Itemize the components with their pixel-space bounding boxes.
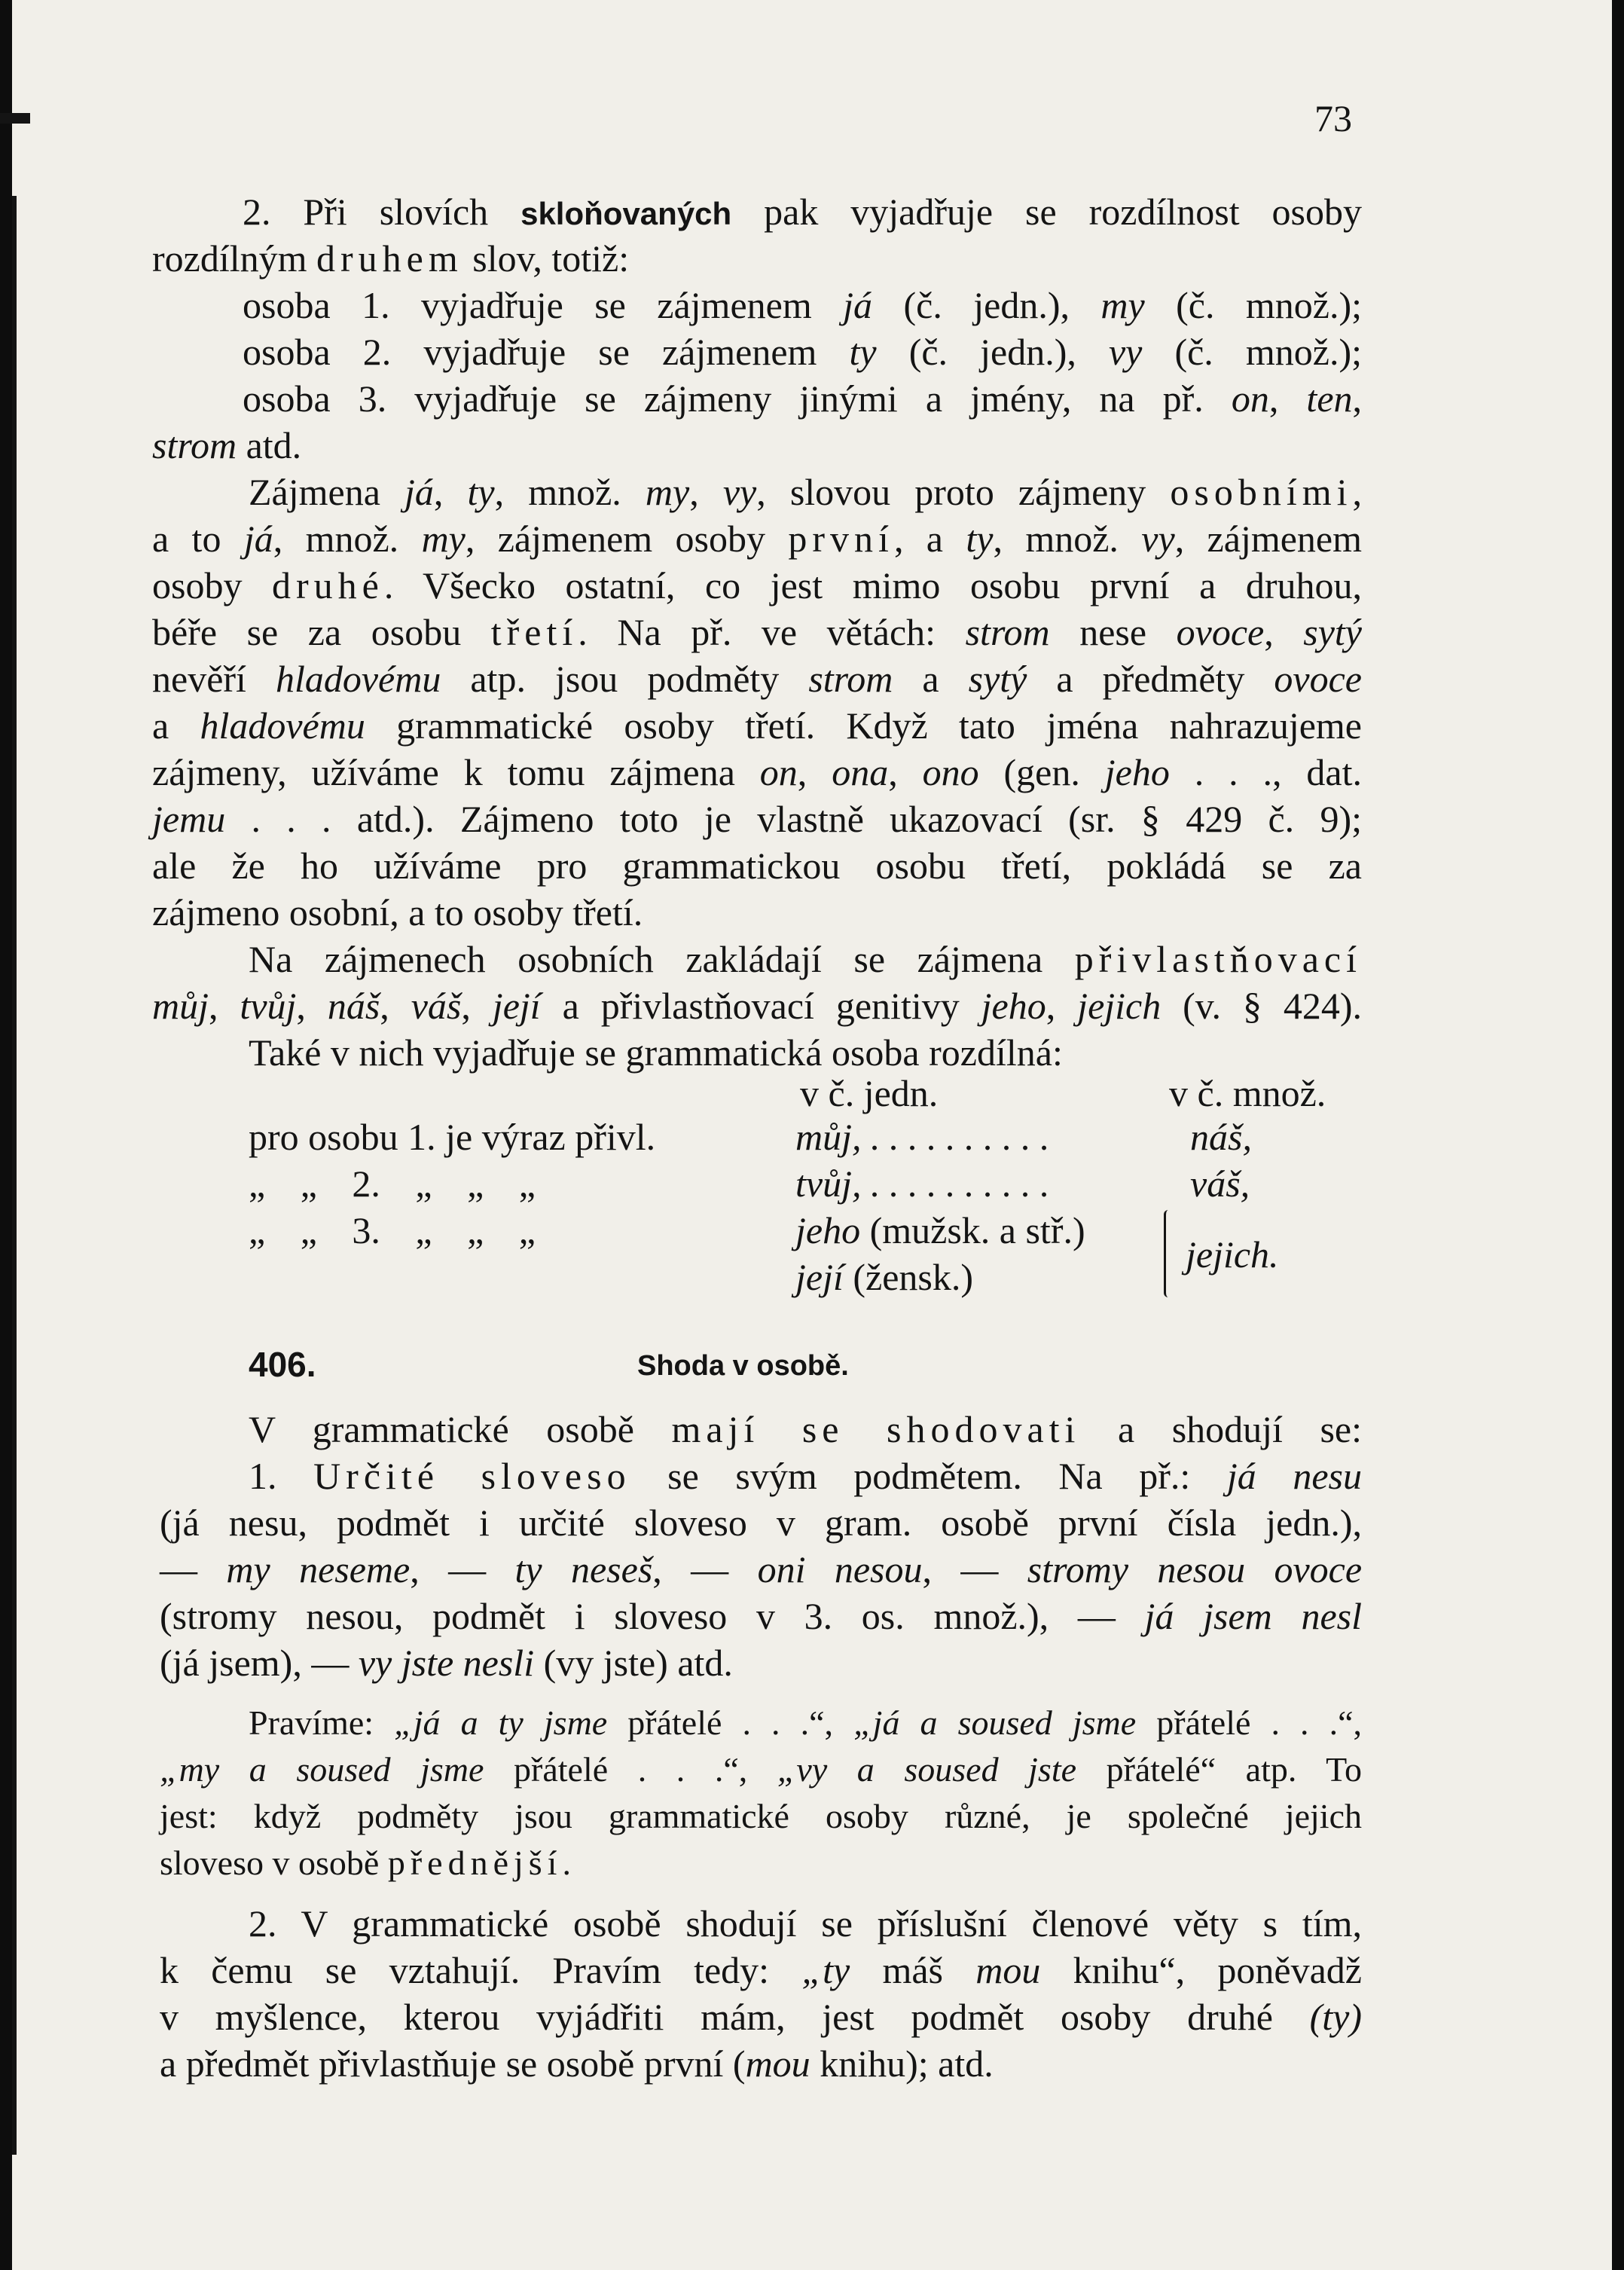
text-run: (v. § 424). — [1161, 985, 1363, 1027]
italic-run: jeho — [981, 985, 1046, 1027]
text-line — [152, 889, 1362, 936]
italic-run: strom — [152, 424, 237, 466]
table-row-label: „ „ 3. „ „ „ — [249, 1209, 536, 1251]
italic-run: jejich — [1077, 985, 1162, 1027]
text-run: Zájmena — [249, 471, 405, 513]
italic-run: mou — [745, 2042, 810, 2085]
italic-run: ovoce — [1176, 611, 1265, 653]
text-run: knihu“, poněvadž — [1040, 1949, 1362, 1991]
italic-run: jemu — [152, 798, 226, 840]
italic-run: jeho — [1104, 751, 1170, 793]
text-line — [160, 1947, 1362, 1994]
text-run: , — — [652, 1548, 758, 1590]
text-line — [160, 1639, 1362, 1686]
text-line — [243, 188, 1362, 237]
text-run: (stromy nesou, podmět i sloveso v 3. os. množ.), — — [160, 1595, 1145, 1637]
text-line — [152, 842, 1362, 889]
text-run: , slovou proto zájmeny — [756, 471, 1171, 513]
text-run: rozdílným — [152, 237, 317, 280]
italic-run: já — [404, 471, 434, 513]
text-line — [152, 702, 1362, 749]
italic-run: mou — [975, 1949, 1041, 1991]
table-note: (mužsk. a stř.) — [860, 1209, 1085, 1251]
text-line — [249, 1453, 1362, 1499]
italic-run: strom — [808, 658, 893, 700]
table-row-label: „ „ 2. „ „ „ — [249, 1162, 536, 1205]
italic-run: ten — [1306, 377, 1353, 420]
table-cell-singular: můj, . . . . . . . . . . — [795, 1116, 1050, 1158]
text-run: slov, totiž: — [462, 237, 630, 280]
section-title: Shoda v osobě. — [637, 1350, 849, 1382]
text-line — [249, 469, 1362, 515]
italic-run: ty — [966, 518, 994, 560]
text-run: přátelé . . .“, — [1136, 1703, 1363, 1742]
text-run: , — [888, 751, 923, 793]
text-run: jest: když podměty jsou grammatické osoby různé, je společné jejich — [160, 1797, 1362, 1835]
text-run: , — [461, 985, 493, 1027]
text-run: atd. — [237, 424, 302, 466]
italic-run: „ty — [801, 1949, 850, 1991]
italic-run: „my a soused jsme — [160, 1750, 484, 1789]
text-run: , — [1352, 377, 1363, 420]
text-run: (č. množ.); — [1144, 284, 1363, 326]
spaced-run: Určité sloveso — [313, 1455, 631, 1497]
italic-run: ono — [922, 751, 979, 793]
text-run: (vy jste) atd. — [534, 1642, 733, 1684]
italic-run: váš — [411, 985, 462, 1027]
italic-run: oni nesou — [757, 1548, 923, 1590]
text-run: pak vyjadřuje se rozdílnost osoby — [731, 191, 1362, 233]
table-cell-singular — [795, 1254, 973, 1300]
text-run: osoba 2. vyjadřuje se zájmenem — [243, 331, 850, 373]
italic-run: ty — [467, 471, 495, 513]
text-line — [160, 2040, 1362, 2087]
spaced-run: osobními — [1170, 471, 1353, 513]
italic-run: my — [645, 471, 690, 513]
italic-run: hladovému — [200, 704, 365, 747]
text-run: , — [380, 985, 411, 1027]
spaced-run: třetí — [490, 611, 578, 653]
italic-run: já — [843, 284, 873, 326]
text-run: knihu); atd. — [810, 2042, 994, 2085]
text-run: a předmět přivlastňuje se osobě první ( — [160, 2042, 746, 2085]
spaced-run: přivlastňovací — [1074, 938, 1362, 980]
text-line — [152, 235, 1362, 282]
text-run: (já jsem), — — [160, 1642, 359, 1684]
text-run: , — [296, 985, 328, 1027]
text-run: , — [689, 471, 723, 513]
text-run: a — [152, 704, 200, 747]
italic-run: vy — [722, 471, 757, 513]
italic-run: já jsem nesl — [1144, 1595, 1362, 1637]
text-run: , — — [922, 1548, 1027, 1590]
binding-line — [12, 196, 17, 2155]
text-line — [152, 796, 1362, 842]
text-run: , zájmenem osoby — [465, 518, 789, 560]
spaced-run: mají se shodovati — [671, 1408, 1081, 1450]
italic-run: já — [243, 518, 273, 560]
text-run: k čemu se vztahují. Pravím tedy: — [160, 1949, 802, 1991]
italic-run: my — [421, 518, 466, 560]
italic-run: ovoce — [1274, 658, 1362, 700]
text-line — [160, 1546, 1362, 1593]
text-run: zájmeny, užíváme k tomu zájmena — [152, 751, 760, 793]
text-line — [160, 1499, 1362, 1546]
text-run: V grammatické osobě — [249, 1408, 672, 1450]
text-line — [249, 1700, 1362, 1746]
text-run: (č. jedn.), — [876, 331, 1109, 373]
text-line — [152, 422, 1362, 469]
table-header-plural: v č. množ. — [1169, 1072, 1326, 1114]
text-run: , — [797, 751, 832, 793]
table-word: jeho — [795, 1209, 861, 1251]
text-run: osoba 3. vyjadřuje se zájmeny jinými a jmény, na př. — [243, 377, 1232, 420]
text-run: . . ., dat. — [1169, 751, 1363, 793]
text-line — [152, 515, 1362, 562]
italic-run: my — [1100, 284, 1145, 326]
spaced-run: druhem — [316, 237, 463, 280]
table-header-singular: v č. jedn. — [800, 1072, 939, 1114]
table-row-label: pro osobu 1. je výraz přivl. — [249, 1116, 656, 1158]
scan-mark — [0, 113, 30, 124]
spaced-run: první — [788, 518, 894, 560]
table-cell-singular — [795, 1207, 1085, 1254]
text-line — [152, 749, 1362, 796]
text-run: , — — [410, 1548, 515, 1590]
italic-run: strom — [965, 611, 1050, 653]
text-run: (č. množ.); — [1142, 331, 1363, 373]
text-run: osoby — [152, 564, 273, 606]
text-run: , — [1352, 471, 1363, 513]
text-line — [160, 1793, 1362, 1840]
table-cell-plural: váš, — [1190, 1162, 1250, 1205]
text-line — [249, 936, 1362, 982]
text-run: , — [433, 471, 468, 513]
italic-run: on — [759, 751, 798, 793]
text-run: . . . atd.). Zájmeno toto je vlastně ukazovací (sr. § 429 č. 9); — [225, 798, 1362, 840]
bold-run: skloňovaných — [520, 196, 732, 231]
text-run: a předměty — [1027, 658, 1274, 700]
text-run: . — [562, 1844, 571, 1882]
text-line — [152, 982, 1362, 1029]
text-run: zájmeno osobní, a to osoby třetí. — [152, 891, 643, 933]
italic-run: můj — [152, 985, 209, 1027]
text-run: nese — [1049, 611, 1177, 653]
text-line — [249, 1029, 1362, 1076]
text-run: , — [1268, 377, 1307, 420]
italic-run: „já a soused jsme — [853, 1703, 1137, 1742]
text-run: přátelé“ atp. To — [1076, 1750, 1362, 1789]
table-cell-plural: náš, — [1190, 1116, 1252, 1158]
text-line — [152, 655, 1362, 702]
italic-run: ty — [849, 331, 877, 373]
text-run: . Všecko ostatní, co jest mimo osobu první a druhou, — [383, 564, 1362, 606]
text-run: osoba 1. vyjadřuje se zájmenem — [243, 284, 844, 326]
text-run: grammatické osoby třetí. Když tato jména nahrazujeme — [365, 704, 1362, 747]
italic-run: my neseme — [226, 1548, 411, 1590]
text-run: 2. Při slovích — [243, 191, 521, 233]
italic-run: „vy a soused jste — [777, 1750, 1077, 1789]
table-cell-singular: tvůj, . . . . . . . . . . — [795, 1162, 1050, 1205]
table-note: (žensk.) — [843, 1256, 974, 1298]
italic-run: její — [492, 985, 541, 1027]
text-run: 2. V grammatické osobě shodují se příslušní členové věty s tím, — [249, 1902, 1362, 1945]
italic-run: ty neseš — [514, 1548, 653, 1590]
table-word: její — [795, 1256, 844, 1298]
text-run: — — [160, 1548, 227, 1590]
text-line — [243, 375, 1362, 422]
text-run: (já nesu, podmět i určité sloveso v gram. osobě první čísla jedn.), — [160, 1502, 1362, 1544]
italic-run: já nesu — [1226, 1455, 1363, 1497]
text-run: a shodují se: — [1080, 1408, 1363, 1450]
left-edge-shadow — [0, 0, 12, 2270]
text-run: přátelé . . .“, — [484, 1750, 777, 1789]
page-number: 73 — [1314, 97, 1352, 139]
text-line — [160, 1840, 1362, 1887]
text-run: béře se za osobu — [152, 611, 491, 653]
italic-run: vy jste nesli — [358, 1642, 535, 1684]
text-run: atp. jsou podměty — [441, 658, 809, 700]
text-line — [249, 1406, 1362, 1453]
text-run: máš — [850, 1949, 976, 1991]
section-number: 406. — [249, 1345, 316, 1384]
italic-run: „já a ty jsme — [394, 1703, 608, 1742]
text-line — [249, 1900, 1362, 1947]
text-run: (č. jedn.), — [872, 284, 1101, 326]
text-line — [160, 1994, 1362, 2040]
italic-run: sytý — [968, 658, 1027, 700]
text-run: 1. — [249, 1455, 314, 1497]
italic-run: tvůj — [240, 985, 297, 1027]
italic-run: sytý — [1303, 611, 1362, 653]
text-line — [152, 609, 1362, 655]
text-run: , a — [893, 518, 966, 560]
text-run: , — [1264, 611, 1304, 653]
text-run: a — [893, 658, 969, 700]
italic-run: ona — [832, 751, 889, 793]
text-run: Pravíme: — [249, 1703, 395, 1742]
table-brace — [1164, 1210, 1177, 1297]
right-edge-shadow — [1612, 0, 1624, 2270]
text-run: ale že ho užíváme pro grammatickou osobu třetí, pokládá se za — [152, 845, 1362, 887]
text-run: , množ. — [993, 518, 1142, 560]
italic-run: on — [1231, 377, 1269, 420]
text-run: , — [209, 985, 240, 1027]
text-run: Na zájmenech osobních zakládají se zájmena — [249, 938, 1075, 980]
text-run: sloveso v osobě — [160, 1844, 388, 1882]
italic-run: stromy nesou ovoce — [1027, 1548, 1363, 1590]
text-run: , množ. — [494, 471, 646, 513]
text-line — [160, 1746, 1362, 1793]
spaced-run: přednější — [387, 1844, 563, 1882]
text-run: přátelé . . .“, — [607, 1703, 854, 1742]
italic-run: (ty) — [1309, 1996, 1362, 2038]
italic-run: hladovému — [275, 658, 441, 700]
text-run: , — [1046, 985, 1078, 1027]
text-run: nevěří — [152, 658, 276, 700]
text-run: a přivlastňovací genitivy — [540, 985, 981, 1027]
text-run: . Na př. ve větách: — [578, 611, 966, 653]
text-line — [243, 328, 1362, 375]
italic-run: vy — [1141, 518, 1175, 560]
text-run: , zájmenem — [1174, 518, 1362, 560]
text-line — [160, 1593, 1362, 1639]
text-run: se svým podmětem. Na př.: — [630, 1455, 1227, 1497]
table-cell-plural: jejich. — [1186, 1233, 1279, 1276]
text-line — [243, 282, 1362, 328]
italic-run: náš — [327, 985, 380, 1027]
text-run: Také v nich vyjadřuje se grammatická osoba rozdílná: — [249, 1031, 1063, 1074]
text-run: (gen. — [978, 751, 1105, 793]
spaced-run: druhé — [272, 564, 384, 606]
text-run: a to — [152, 518, 244, 560]
text-line — [152, 562, 1362, 609]
text-run: v myšlence, kterou vyjádřiti mám, jest podmět osoby druhé — [160, 1996, 1310, 2038]
italic-run: vy — [1108, 331, 1143, 373]
text-run: , množ. — [273, 518, 422, 560]
